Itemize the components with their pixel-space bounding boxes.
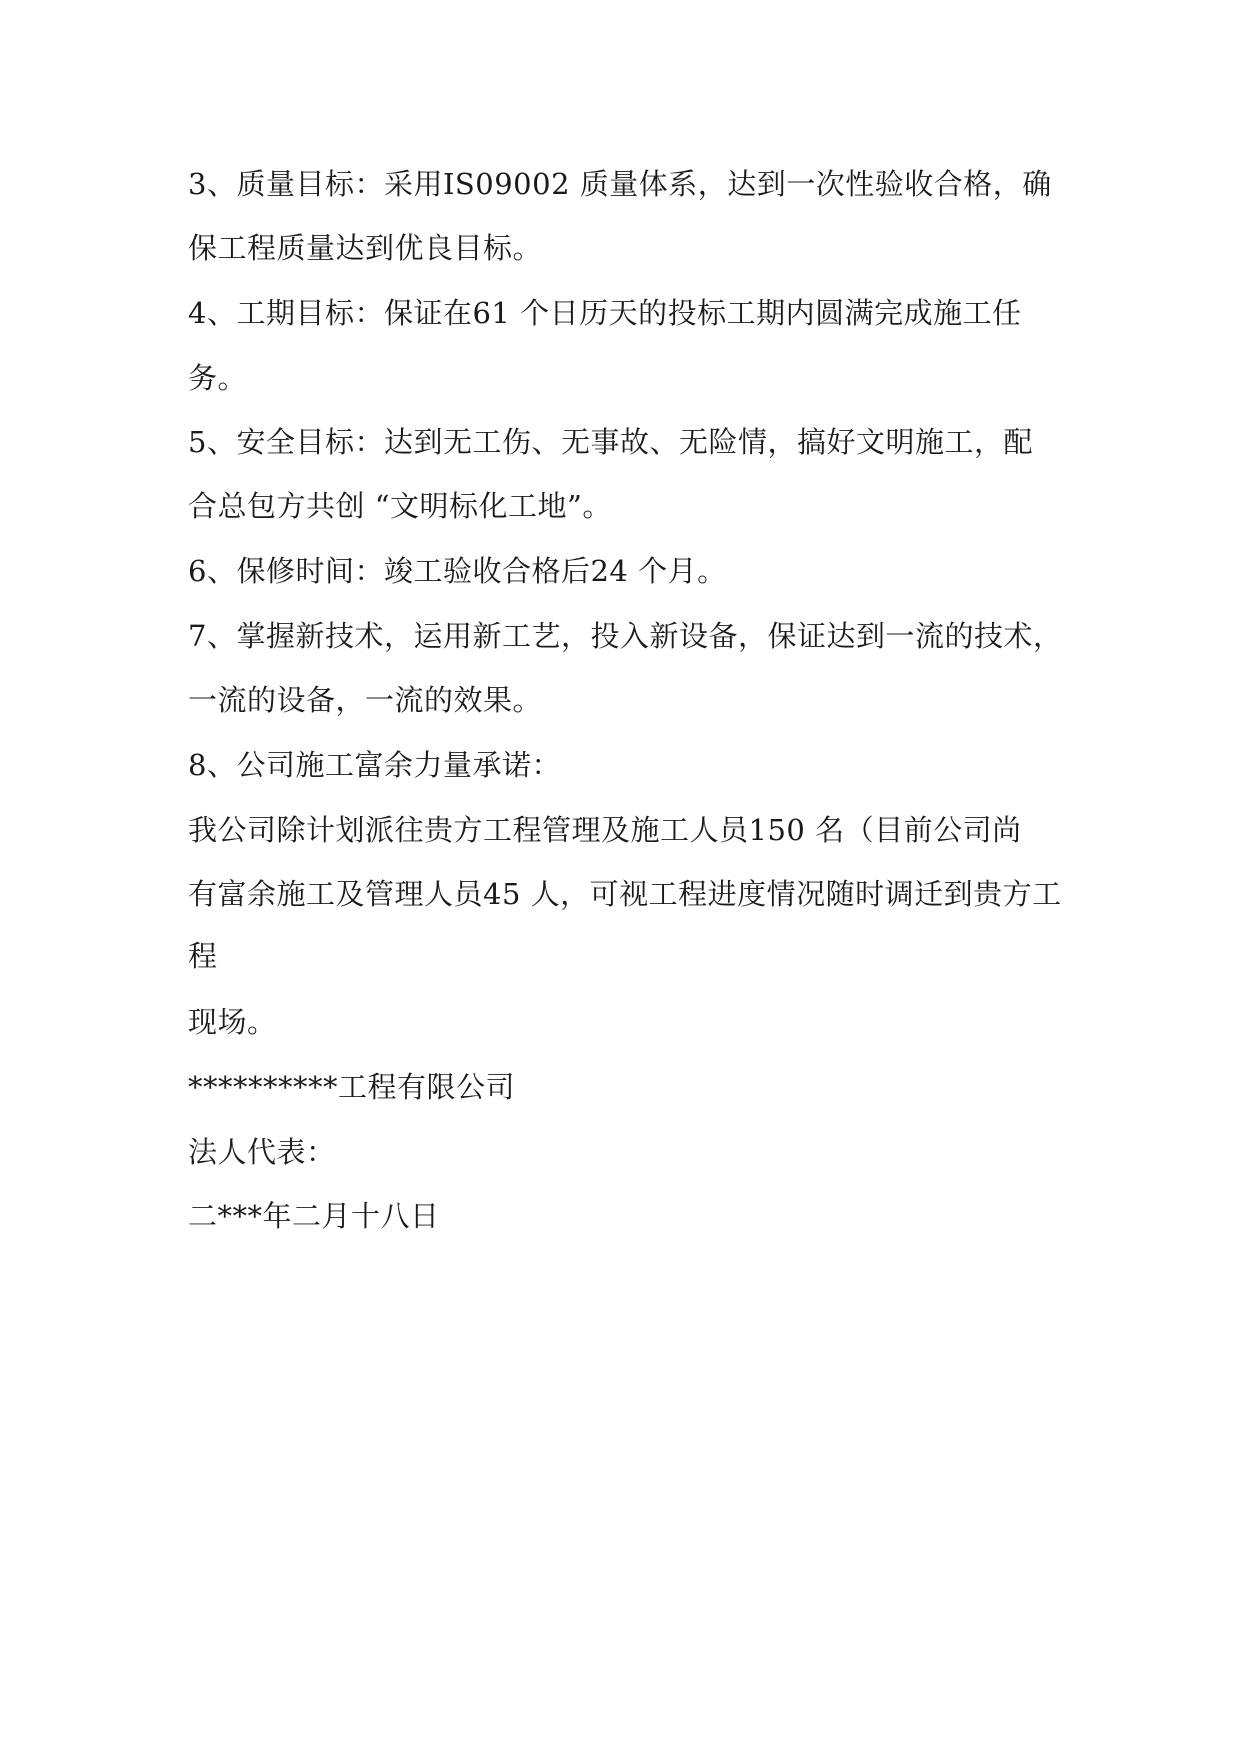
- capacity-commitment-line-2: 有富余施工及管理人员45 人，可视工程进度情况随时调迁到贵方工: [188, 877, 1062, 911]
- quality-goal-line-2: 保工程质量达到优良目标。: [188, 231, 543, 265]
- schedule-goal-line-1: 4、工期目标：保证在61 个日历天的投标工期内圆满完成施工任: [188, 296, 1022, 330]
- technology-line-2: 一流的设备，一流的效果。: [188, 683, 543, 717]
- warranty-period-line: 6、保修时间：竣工验收合格后24 个月。: [188, 554, 727, 588]
- schedule-goal-line-2: 务。: [188, 361, 248, 395]
- document-date: 二***年二月十八日: [188, 1199, 440, 1233]
- capacity-commitment-line-3: 程: [188, 939, 218, 973]
- safety-goal-line-1: 5、安全目标：达到无工伤、无事故、无险情，搞好文明施工，配: [188, 425, 1033, 459]
- legal-representative-label: 法人代表：: [188, 1135, 336, 1169]
- quality-goal-line-1: 3、质量目标：采用IS09002 质量体系，达到一次性验收合格，确: [188, 167, 1052, 201]
- company-name: **********工程有限公司: [188, 1070, 516, 1104]
- capacity-commitment-line-4: 现场。: [188, 1005, 277, 1039]
- capacity-commitment-heading: 8、公司施工富余力量承诺：: [188, 748, 561, 782]
- safety-goal-line-2: 合总包方共创 “文明标化工地”。: [188, 489, 612, 523]
- capacity-commitment-line-1: 我公司除计划派往贵方工程管理及施工人员150 名（目前公司尚: [188, 813, 1022, 847]
- technology-line-1: 7、掌握新技术，运用新工艺，投入新设备，保证达到一流的技术，: [188, 619, 1063, 653]
